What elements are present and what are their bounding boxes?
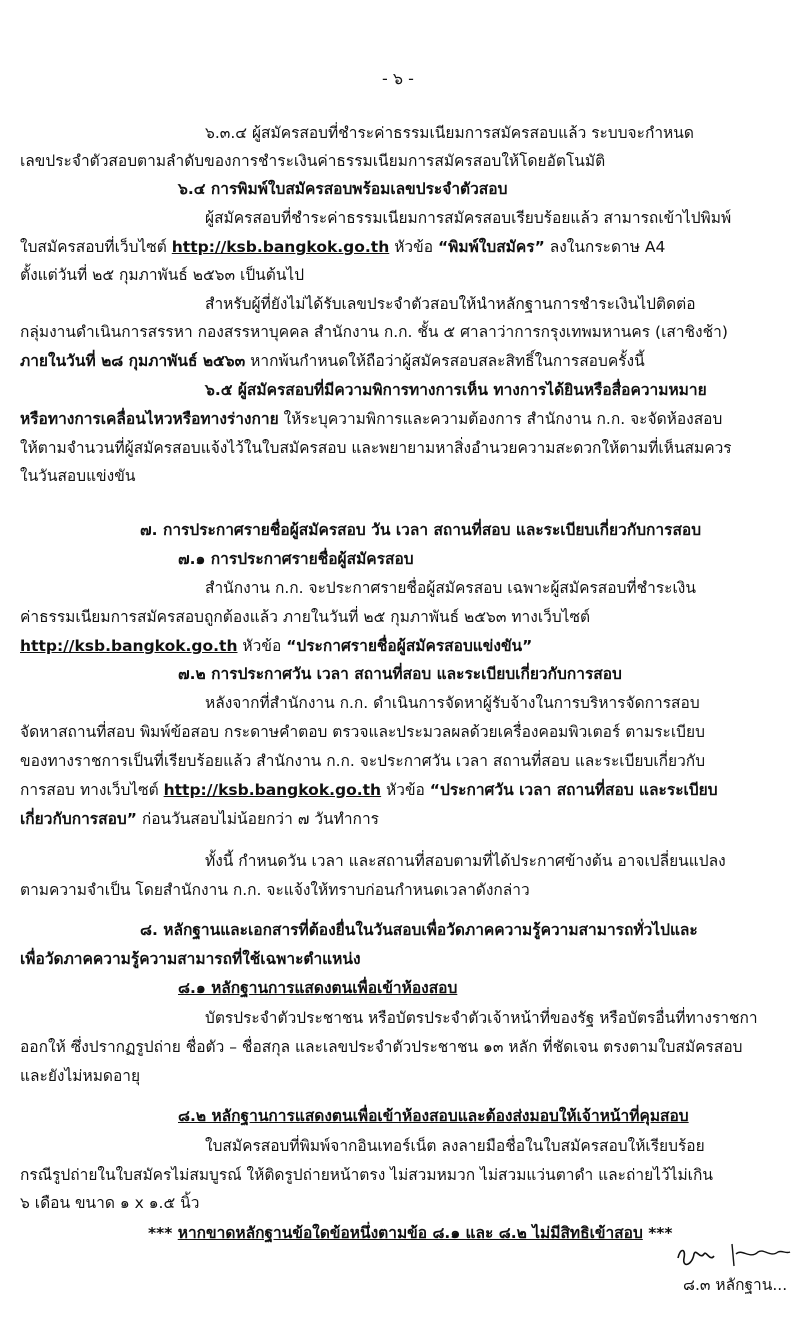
section-8-heading-line-1: ๘. หลักฐานและเอกสารที่ต้องยื่นในวันสอบเพื่อวัดภาคความรู้ความสามารถทั่วไปและ (140, 921, 698, 939)
para-72-line-5 (20, 809, 379, 829)
text: หัวข้อ (386, 781, 425, 799)
para-72-line-4 (20, 780, 718, 800)
warning-text: หากขาดหลักฐานข้อใดข้อหนึ่งตามข้อ ๘.๑ และ ๘.๒ ไม่มีสิทธิเข้าสอบ (177, 1224, 643, 1242)
stars: *** (148, 1224, 173, 1242)
topic-label: “พิมพ์ใบสมัคร” (437, 238, 545, 256)
section-7-heading: ๗. การประกาศรายชื่อผู้สมัครสอบ วัน เวลา สถานที่สอบ และระเบียบเกี่ยวกับการสอบ (140, 521, 702, 539)
text: ใบสมัครสอบที่เว็บไซต์ (20, 238, 167, 256)
website-link[interactable]: http://ksb.bangkok.go.th (171, 238, 390, 256)
para-72-line-1: หลังจากที่สำนักงาน ก.ก. ดำเนินการจัดหาผู้รับจ้างในการบริหารจัดการสอบ (205, 694, 700, 712)
continuation-text: ๘.๓ หลักฐาน... (683, 1276, 788, 1294)
para-65-line-2 (20, 409, 722, 429)
para-82-line-3: ๖ เดือน ขนาด ๑ x ๑.๕ นิ้ว (20, 1194, 200, 1212)
text: การสอบ ทางเว็บไซต์ (20, 781, 159, 799)
stars: *** (648, 1224, 673, 1242)
para-64-line-3: ตั้งแต่วันที่ ๒๕ กุมภาพันธ์ ๒๕๖๓ เป็นต้นไป (20, 266, 305, 284)
section-81-heading: ๘.๑ หลักฐานการแสดงตนเพื่อเข้าห้องสอบ (178, 979, 458, 997)
para-64-line-2 (20, 237, 665, 257)
text: ลงในกระดาษ A4 (549, 238, 666, 256)
para-634-line-1: ๖.๓.๔ ผู้สมัครสอบที่ชำระค่าธรรมเนียมการสมัครสอบแล้ว ระบบจะกำหนด (205, 124, 694, 142)
para-82-line-2: กรณีรูปถ่ายในใบสมัครไม่สมบูรณ์ ให้ติดรูปถ่ายหน้าตรง ไม่สวมหมวก ไม่สวมแว่นตาดำ และถ่ายไว้ไม่เกิน (20, 1166, 713, 1184)
text: ก่อนวันสอบไม่น้อยกว่า ๗ วันทำการ (141, 810, 379, 828)
para-64b-line-2: กลุ่มงานดำเนินการสรรหา กองสรรหาบุคคล สำนักงาน ก.ก. ชั้น ๕ ศาลาว่าการกรุงเทพมหานคร (เสาชิงช้า) (20, 323, 728, 341)
para-72-line-3: ของทางราชการเป็นที่เรียบร้อยแล้ว สำนักงาน ก.ก. จะประกาศวัน เวลา สถานที่สอบ และระเบียบเกี่ยวกับ (20, 752, 706, 770)
text: หัวข้อ (394, 238, 434, 256)
para-634-line-2: เลขประจำตัวสอบตามลำดับของการชำระเงินค่าธรรมเนียมการสมัครสอบให้โดยอัตโนมัติ (20, 152, 606, 170)
para-81-line-1: บัตรประจำตัวประชาชน หรือบัตรประจำตัวเจ้าหน้าที่ของรัฐ หรือบัตรอื่นที่ทางราชกา (205, 1009, 758, 1027)
para-65-line-4: ในวันสอบแข่งขัน (20, 467, 136, 485)
handwritten-signature (672, 1240, 792, 1270)
text: หากพ้นกำหนดให้ถือว่าผู้สมัครสอบสละสิทธิ์ในการสอบครั้งนี้ (250, 352, 645, 370)
page-number: - ๖ - (382, 69, 414, 88)
para-72b-line-2: ตามความจำเป็น โดยสำนักงาน ก.ก. จะแจ้งให้ทราบก่อนกำหนดเวลาดังกล่าว (20, 881, 530, 899)
para-71-line-1: สำนักงาน ก.ก. จะประกาศรายชื่อผู้สมัครสอบ เฉพาะผู้สมัครสอบที่ชำระเงิน (205, 579, 696, 597)
section-8-heading-line-2: เพื่อวัดภาคความรู้ความสามารถที่ใช้เฉพาะตำแหน่ง (20, 950, 361, 968)
deadline-text: ภายในวันที่ ๒๘ กุมภาพันธ์ ๒๕๖๓ (20, 352, 246, 370)
section-64-heading: ๖.๔ การพิมพ์ใบสมัครสอบพร้อมเลขประจำตัวสอบ (178, 180, 508, 198)
warning-note (148, 1223, 673, 1243)
topic-label: เกี่ยวกับการสอบ” (20, 810, 137, 828)
section-82-heading: ๘.๒ หลักฐานการแสดงตนเพื่อเข้าห้องสอบและต้องส่งมอบให้เจ้าหน้าที่คุมสอบ (178, 1107, 689, 1125)
para-64b-line-3 (20, 351, 645, 371)
para-71-line-2: ค่าธรรมเนียมการสมัครสอบถูกต้องแล้ว ภายในวันที่ ๒๕ กุมภาพันธ์ ๒๕๖๓ ทางเว็บไซต์ (20, 608, 591, 626)
para-72-line-2: จัดหาสถานที่สอบ พิมพ์ข้อสอบ กระดาษคำตอบ ตรวจและประมวลผลด้วยเครื่องคอมพิวเตอร์ ตามระเบียบ (20, 723, 705, 741)
para-71-line-3 (20, 636, 532, 656)
topic-label: “ประกาศวัน เวลา สถานที่สอบ และระเบียบ (429, 781, 718, 799)
para-72b-line-1: ทั้งนี้ กำหนดวัน เวลา และสถานที่สอบตามที่ได้ประกาศข้างต้น อาจเปลี่ยนแปลง (205, 852, 726, 870)
text: หัวข้อ (242, 637, 282, 655)
para-82-line-1: ใบสมัครสอบที่พิมพ์จากอินเทอร์เน็ต ลงลายมือชื่อในใบสมัครสอบให้เรียบร้อย (205, 1137, 705, 1155)
section-72-heading: ๗.๒ การประกาศวัน เวลา สถานที่สอบ และระเบียบเกี่ยวกับการสอบ (178, 665, 622, 683)
website-link[interactable]: http://ksb.bangkok.go.th (163, 781, 382, 799)
para-65-line-3: ให้ตามจำนวนที่ผู้สมัครสอบแจ้งไว้ในใบสมัครสอบ และพยายามหาสิ่งอำนวยความสะดวกให้ตามที่เห็นสมควร (20, 439, 732, 457)
topic-label: “ประกาศรายชื่อผู้สมัครสอบแข่งขัน” (286, 637, 533, 655)
para-81-line-3: และยังไม่หมดอายุ (20, 1067, 141, 1085)
text: ให้ระบุความพิการและความต้องการ สำนักงาน ก.ก. จะจัดห้องสอบ (283, 410, 723, 428)
para-64-line-1: ผู้สมัครสอบที่ชำระค่าธรรมเนียมการสมัครสอบเรียบร้อยแล้ว สามารถเข้าไปพิมพ์ (205, 209, 732, 227)
section-71-heading: ๗.๑ การประกาศรายชื่อผู้สมัครสอบ (178, 550, 414, 568)
bold-text: หรือทางการเคลื่อนไหวหรือทางร่างกาย (20, 410, 279, 428)
para-65-line-1: ๖.๕ ผู้สมัครสอบที่มีความพิการทางการเห็น ทางการได้ยินหรือสื่อความหมาย (205, 381, 707, 399)
website-link[interactable]: http://ksb.bangkok.go.th (20, 637, 238, 655)
para-64b-line-1: สำหรับผู้ที่ยังไม่ได้รับเลขประจำตัวสอบให้นำหลักฐานการชำระเงินไปติดต่อ (205, 295, 696, 313)
para-81-line-2: ออกให้ ซึ่งปรากฏรูปถ่าย ชื่อตัว – ชื่อสกุล และเลขประจำตัวประชาชน ๑๓ หลัก ที่ชัดเจน ตรงตามใบสมัครสอบ (20, 1038, 743, 1056)
